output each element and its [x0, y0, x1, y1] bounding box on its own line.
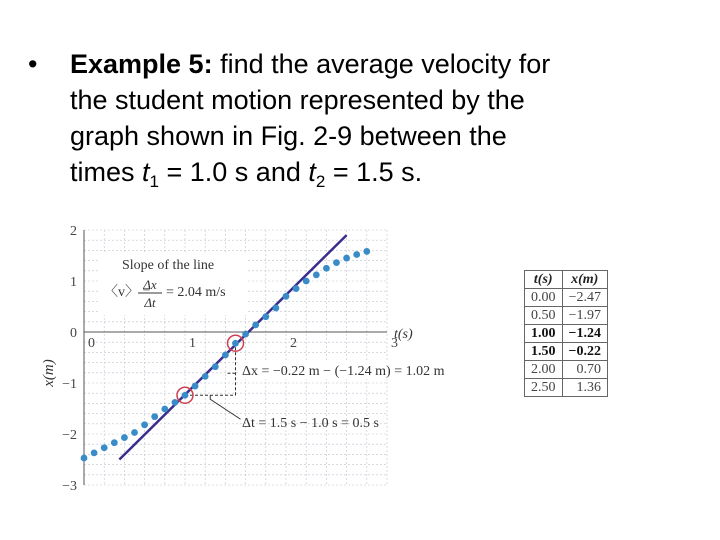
cell-time: 2.50 [525, 379, 563, 397]
table-row [525, 307, 608, 325]
frac-numerator: Δx [143, 277, 157, 292]
data-point [141, 421, 148, 428]
cell-time: 2.00 [525, 361, 563, 379]
data-point [273, 305, 280, 312]
line4-a: times [70, 157, 143, 187]
data-point [161, 406, 168, 413]
table-row [525, 361, 608, 379]
data-point [202, 373, 209, 380]
data-point [131, 429, 138, 436]
cell-position: −1.97 [562, 307, 607, 325]
t1-var: t [142, 157, 150, 187]
y-tick-label: 0 [70, 326, 77, 341]
data-point [303, 278, 310, 285]
t1-sub: 1 [149, 172, 159, 191]
data-point [232, 340, 239, 347]
velocity-rhs: = 2.04 m/s [166, 285, 226, 300]
frac-denominator: Δt [144, 295, 156, 310]
table-row-highlighted [525, 325, 608, 343]
data-point [343, 255, 350, 262]
t2-var: t [308, 157, 316, 187]
line4-b: = 1.0 s and [159, 157, 309, 187]
data-point [262, 313, 269, 320]
cell-time: 1.50 [525, 343, 563, 361]
data-point [212, 363, 219, 370]
line4-c: = 1.5 s. [325, 157, 423, 187]
data-point [81, 455, 88, 462]
cell-position: −2.47 [562, 289, 607, 307]
data-point [252, 321, 259, 328]
y-tick-label: −2 [62, 428, 77, 443]
data-point [151, 413, 158, 420]
cell-time: 1.00 [525, 325, 563, 343]
x-tick-label: 1 [189, 336, 196, 351]
cell-time: 0.50 [525, 307, 563, 325]
cell-time: 0.00 [525, 289, 563, 307]
cell-position: −1.24 [562, 325, 607, 343]
data-point [313, 271, 320, 278]
example-label: Example 5: [70, 49, 213, 79]
table-row [525, 379, 608, 397]
header-position: x(m) [562, 271, 607, 289]
header-time: t(s) [525, 271, 563, 289]
velocity-lhs: 〈v〉 = [104, 285, 151, 300]
position-time-graph [0, 215, 520, 495]
statement-line-3: graph shown in Fig. 2-9 between the [70, 121, 507, 151]
data-point [91, 449, 98, 456]
problem-statement [70, 46, 688, 200]
x-tick-label: 0 [88, 336, 95, 351]
bullet-point [28, 46, 688, 200]
data-point [333, 259, 340, 266]
y-tick-label: 1 [70, 275, 77, 290]
data-table [524, 270, 608, 397]
data-point [293, 285, 300, 292]
cell-position: −0.22 [562, 343, 607, 361]
delta-t-annotation: Δt = 1.5 s − 1.0 s = 0.5 s [242, 416, 379, 431]
line1-rest: find the average velocity for [212, 49, 551, 79]
y-tick-label: 2 [70, 224, 77, 239]
statement-line-2: the student motion represented by the [70, 85, 525, 115]
x-tick-label: 3 [391, 336, 398, 351]
data-point [121, 434, 128, 441]
data-point [353, 251, 360, 258]
t2-sub: 2 [315, 172, 326, 191]
statement-line-1 [70, 46, 688, 82]
x-axis-label: t(s) [394, 327, 413, 342]
data-point [283, 293, 290, 300]
slope-title: Slope of the line [122, 258, 215, 273]
statement-line-4 [70, 154, 688, 200]
delta-x-annotation: Δx = −0.22 m − (−1.24 m) = 1.02 m [242, 364, 445, 379]
table-row [525, 289, 608, 307]
y-axis-label: x(m) [41, 359, 57, 387]
data-point [101, 444, 108, 451]
x-tick-label: 2 [290, 336, 297, 351]
y-tick-label: −1 [62, 377, 77, 392]
table-header-row [525, 271, 608, 289]
bullet-dot: • [28, 49, 38, 79]
cell-position: 0.70 [562, 361, 607, 379]
y-tick-label: −3 [62, 479, 77, 494]
data-point [242, 331, 249, 338]
data-point [222, 352, 229, 359]
data-point [172, 399, 179, 406]
data-point [192, 383, 199, 390]
data-point [363, 248, 370, 255]
data-point [182, 392, 189, 399]
data-point [111, 439, 118, 446]
data-point [323, 265, 330, 272]
cell-position: 1.36 [562, 379, 607, 397]
delta-guides [185, 343, 241, 419]
table-row-highlighted [525, 343, 608, 361]
